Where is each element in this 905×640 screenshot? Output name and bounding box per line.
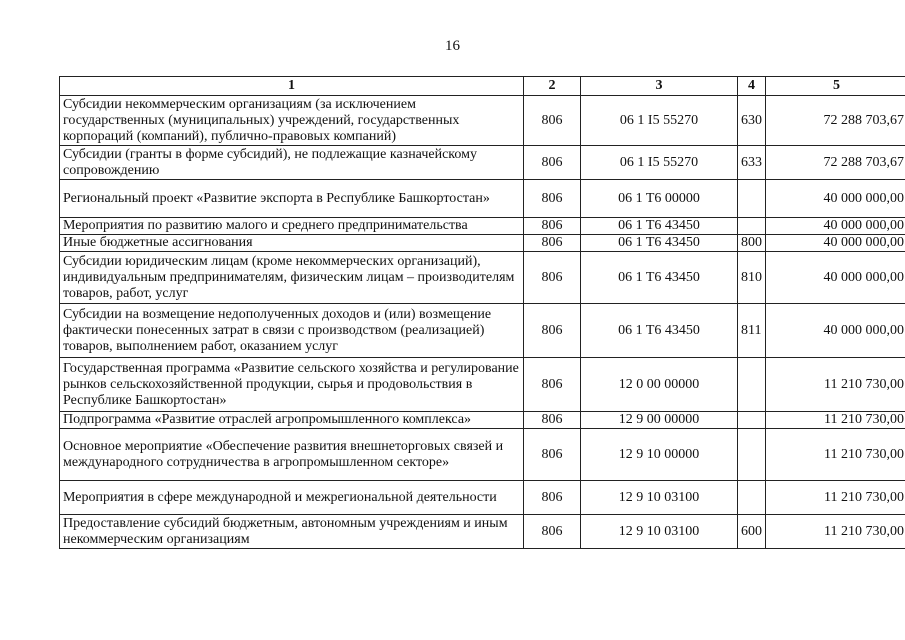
- row-expense-type: 633: [738, 146, 766, 180]
- row-amount: 11 210 730,00: [766, 412, 905, 429]
- row-department-code: 806: [524, 412, 581, 429]
- row-expense-type: 810: [738, 252, 766, 304]
- row-name: Предоставление субсидий бюджетным, автономным учреждениям и иным некоммерческим организациям: [60, 515, 524, 549]
- table-row: [60, 429, 905, 481]
- row-name: Субсидии некоммерческим организациям (за исключением государственных (муниципальных) учреждений, государственных корпораций (компаний), публично-правовых компаний): [60, 96, 524, 146]
- row-target-article: 06 1 T6 43450: [581, 235, 738, 252]
- row-department-code: 806: [524, 180, 581, 218]
- row-target-article: 12 9 00 00000: [581, 412, 738, 429]
- row-name: Субсидии юридическим лицам (кроме некоммерческих организаций), индивидуальным предпринимателям, физическим лицам – производителям товаров, работ, услуг: [60, 252, 524, 304]
- budget-table: [59, 76, 905, 549]
- row-amount: 72 288 703,67: [766, 96, 905, 146]
- row-target-article: 06 1 T6 43450: [581, 218, 738, 235]
- row-amount: 11 210 730,00: [766, 481, 905, 515]
- header-col-2: 2: [524, 77, 581, 96]
- row-expense-type: [738, 358, 766, 412]
- table-row: [60, 252, 905, 304]
- row-target-article: 06 1 T6 43450: [581, 252, 738, 304]
- table-row: [60, 180, 905, 218]
- table-row: [60, 146, 905, 180]
- table-row: [60, 358, 905, 412]
- row-amount: 11 210 730,00: [766, 429, 905, 481]
- row-expense-type: 800: [738, 235, 766, 252]
- row-department-code: 806: [524, 481, 581, 515]
- row-target-article: 06 1 T6 43450: [581, 304, 738, 358]
- row-department-code: 806: [524, 218, 581, 235]
- table-row: [60, 218, 905, 235]
- table-row: [60, 304, 905, 358]
- row-expense-type: 630: [738, 96, 766, 146]
- row-expense-type: [738, 481, 766, 515]
- row-expense-type: 600: [738, 515, 766, 549]
- row-amount: 40 000 000,00: [766, 218, 905, 235]
- row-expense-type: [738, 218, 766, 235]
- row-department-code: 806: [524, 235, 581, 252]
- row-target-article: 06 1 T6 00000: [581, 180, 738, 218]
- row-name: Иные бюджетные ассигнования: [60, 235, 524, 252]
- row-target-article: 06 1 I5 55270: [581, 96, 738, 146]
- row-amount: 40 000 000,00: [766, 235, 905, 252]
- row-amount: 40 000 000,00: [766, 180, 905, 218]
- row-department-code: 806: [524, 252, 581, 304]
- row-expense-type: [738, 412, 766, 429]
- row-expense-type: [738, 429, 766, 481]
- row-name: Мероприятия по развитию малого и среднего предпринимательства: [60, 218, 524, 235]
- row-department-code: 806: [524, 146, 581, 180]
- row-target-article: 12 9 10 03100: [581, 515, 738, 549]
- row-department-code: 806: [524, 358, 581, 412]
- row-target-article: 12 0 00 00000: [581, 358, 738, 412]
- page-number: 16: [445, 38, 460, 54]
- row-amount: 11 210 730,00: [766, 515, 905, 549]
- row-amount: 11 210 730,00: [766, 358, 905, 412]
- header-col-1: 1: [60, 77, 524, 96]
- row-amount: 72 288 703,67: [766, 146, 905, 180]
- row-department-code: 806: [524, 515, 581, 549]
- table-row: [60, 481, 905, 515]
- header-col-4: 4: [738, 77, 766, 96]
- row-name: Мероприятия в сфере международной и межрегиональной деятельности: [60, 481, 524, 515]
- row-name: Подпрограмма «Развитие отраслей агропромышленного комплекса»: [60, 412, 524, 429]
- table-row: [60, 412, 905, 429]
- row-expense-type: [738, 180, 766, 218]
- table-row: [60, 96, 905, 146]
- header-col-5: 5: [766, 77, 905, 96]
- table-header-row: [60, 77, 905, 96]
- row-expense-type: 811: [738, 304, 766, 358]
- row-department-code: 806: [524, 96, 581, 146]
- row-department-code: 806: [524, 304, 581, 358]
- row-name: Субсидии (гранты в форме субсидий), не подлежащие казначейскому сопровождению: [60, 146, 524, 180]
- table-row: [60, 235, 905, 252]
- header-col-3: 3: [581, 77, 738, 96]
- row-target-article: 12 9 10 03100: [581, 481, 738, 515]
- row-target-article: 06 1 I5 55270: [581, 146, 738, 180]
- row-amount: 40 000 000,00: [766, 252, 905, 304]
- row-target-article: 12 9 10 00000: [581, 429, 738, 481]
- row-name: Основное мероприятие «Обеспечение развития внешнеторговых связей и международного сотрудничества в агропромышленном секторе»: [60, 429, 524, 481]
- table-row: [60, 515, 905, 549]
- row-department-code: 806: [524, 429, 581, 481]
- row-amount: 40 000 000,00: [766, 304, 905, 358]
- row-name: Государственная программа «Развитие сельского хозяйства и регулирование рынков сельскохозяйственной продукции, сырья и продовольствия в Республике Башкортостан»: [60, 358, 524, 412]
- row-name: Региональный проект «Развитие экспорта в Республике Башкортостан»: [60, 180, 524, 218]
- row-name: Субсидии на возмещение недополученных доходов и (или) возмещение фактически понесенных затрат в связи с производством (реализацией) товаров, выполнением работ, оказанием услуг: [60, 304, 524, 358]
